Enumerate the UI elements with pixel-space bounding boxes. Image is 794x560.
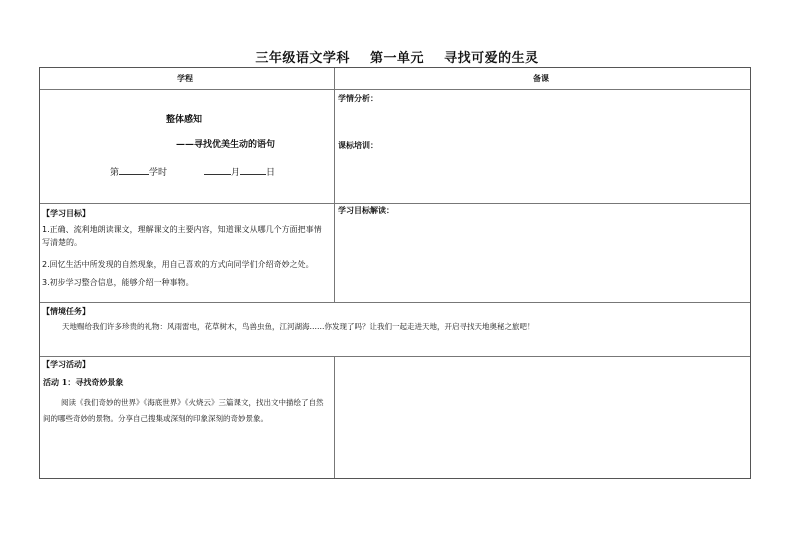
label-di: 第 [110,168,120,178]
task-text: 天地赐给我们许多珍贵的礼物：风雨雷电，花草树木，鸟兽虫鱼，江河湖海……你发现了吗？让我们一起走进天地，开启寻找天地奥秘之旅吧！ [62,322,535,331]
task-label: 【情境任务】 [42,307,90,316]
header-beike: 备课 [533,74,549,83]
column-divider [334,356,335,478]
lesson-table [39,67,751,479]
intro-subheading: ——寻找优美生动的语句 [176,140,276,150]
goal-item-1: 1.正确、流利地朗读课文，理解课文的主要内容，知道课文从哪几个方面把事情写清楚的。 [42,225,322,247]
blank-day [240,165,266,175]
table-divider [40,89,750,90]
document-title: 三年级语文学科 第一单元 寻找可爱的生灵 [255,51,539,66]
column-divider [334,68,335,303]
prep-xueqing: 学情分析： [338,94,378,103]
prep-mubiao-jiedu: 学习目标解读： [338,206,394,215]
activity-title: 活动 1：寻找奇妙景象 [43,377,124,387]
intro-date-line [110,165,275,179]
blank-xueshi [119,165,149,175]
label-xueshi: 学时 [149,168,168,178]
header-xuecheng: 学程 [177,74,193,83]
activity-label: 【学习活动】 [42,360,90,369]
activity-text: 阅读《我们奇妙的世界》《海底世界》《火烧云》三篇课文，找出文中描绘了自然间的哪些奇妙的景物。分享自己搜集或深刻的印象深刻的奇妙景象。 [43,398,324,423]
label-yue: 月 [231,168,241,178]
label-ri: 日 [266,168,276,178]
table-divider [40,356,750,357]
table-divider [40,203,750,204]
goal-item-3: 3.初步学习整合信息，能够介绍一种事物。 [42,278,194,287]
prep-jiaocai: 课标培训： [338,141,378,150]
intro-heading: 整体感知 [166,115,203,125]
blank-month [204,165,231,175]
goals-label: 【学习目标】 [42,209,90,218]
table-divider [40,302,750,303]
goal-item-2: 2.回忆生活中所发现的自然现象，用自己喜欢的方式向同学们介绍奇妙之处。 [42,260,314,269]
